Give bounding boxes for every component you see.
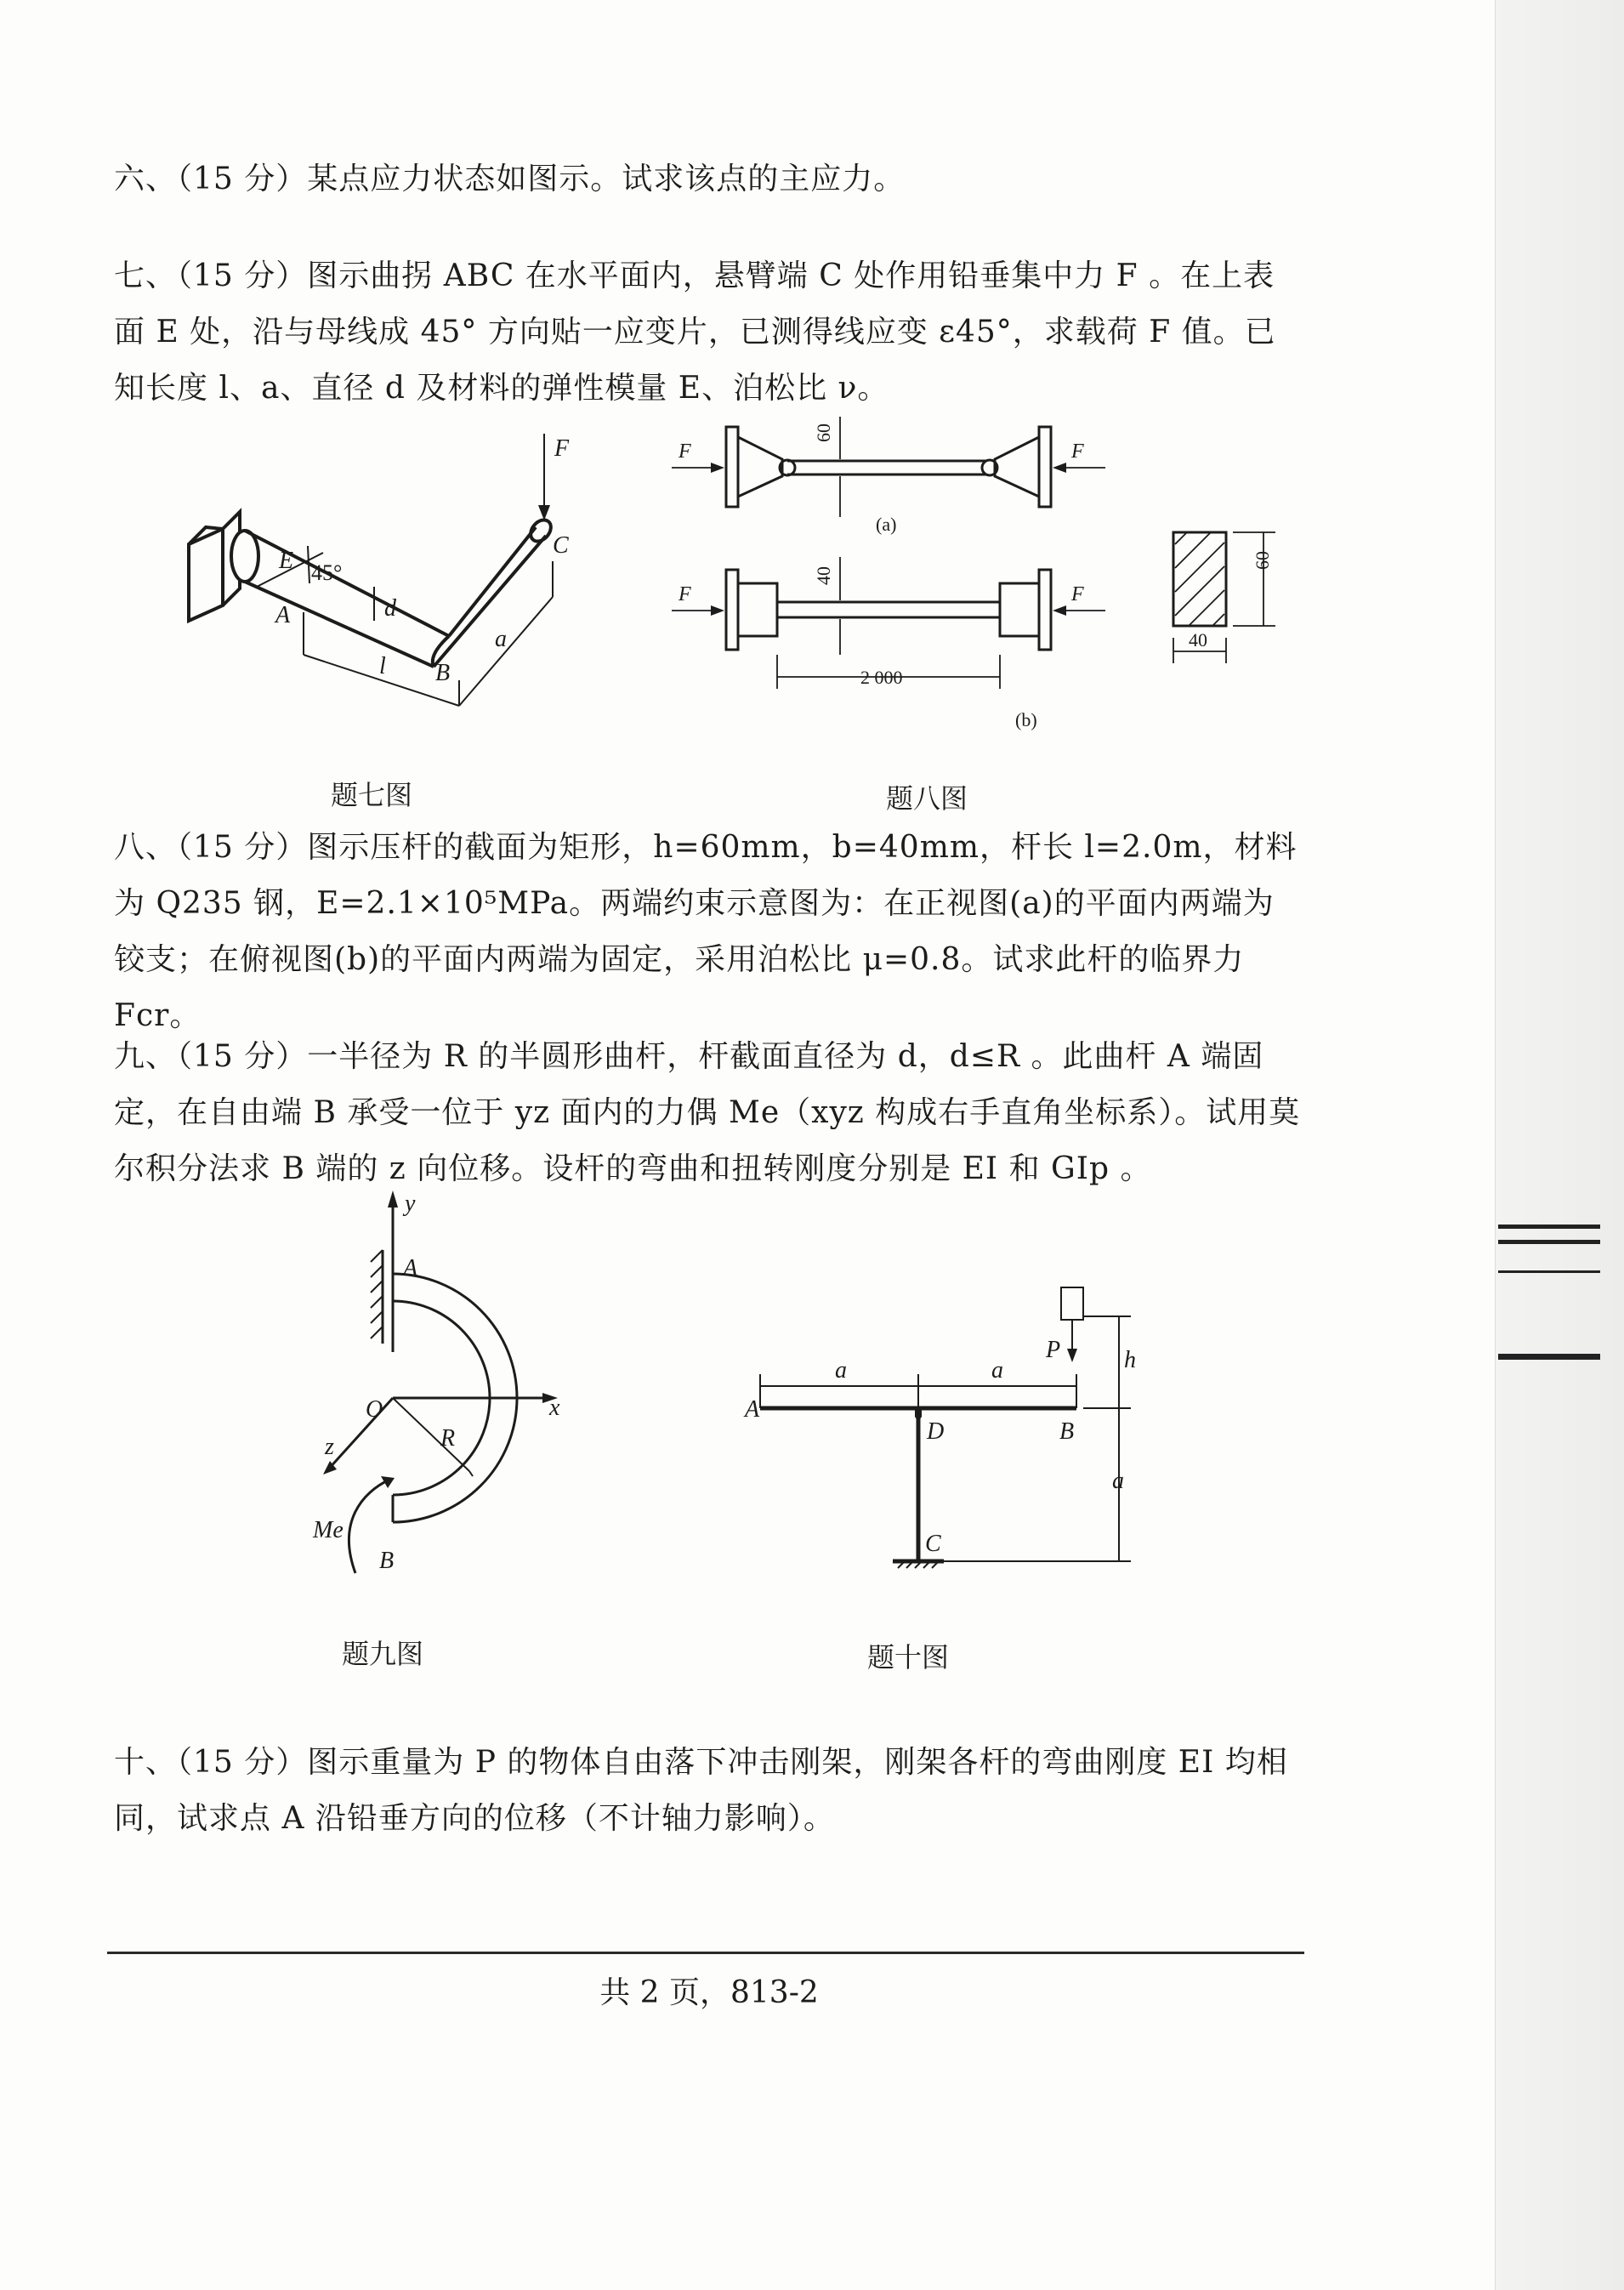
fig9-label-B: B — [379, 1548, 395, 1574]
question-10: 十、（15 分）图示重量为 P 的物体自由落下冲击刚架，刚架各杆的弯曲刚度 EI 均相同，试求点 A 沿铅垂方向的位移（不计轴力影响）。 — [114, 1745, 1288, 1836]
fig9-label-x: x — [549, 1395, 560, 1421]
caption-fig9: 题九图 — [341, 1638, 423, 1670]
caption-fig8: 题八图 — [885, 782, 968, 815]
fig8-sec-b: 40 — [1189, 629, 1207, 651]
fig8-length: 2 000 — [860, 667, 903, 688]
page-footer: 共 2 页，813-2 — [599, 1975, 819, 2010]
question-8: 八、（15 分）图示压杆的截面为矩形，h=60mm，b=40mm，杆长 l=2.0m，材料为 Q235 钢，E=2.1×10⁵MPa。两端约束示意图为：在正视图(a)的平面内两端为铰支；在俯视图(b)的平面内两端为固定，采用泊松比 μ=0.8。试求此杆的临界力 Fcr。 — [114, 830, 1297, 1033]
fig9-label-R: R — [440, 1425, 456, 1452]
question-9: 九、（15 分）一半径为 R 的半圆形曲杆，杆截面直径为 d，d≤R 。此曲杆 A 端固定，在自由端 B 承受一位于 yz 面内的力偶 Me（xyz 构成右手直角坐标系）。试用莫尔积分法求 B 端的 z 向位移。设杆的弯曲和扭转刚度分别是 EI 和 GIp 。 — [114, 1039, 1301, 1186]
fig7-label-A: A — [275, 602, 291, 628]
fig9-label-z: z — [325, 1434, 334, 1460]
fig8-dimension-labels — [678, 423, 1273, 730]
fig10-label-a2: a — [991, 1357, 1003, 1384]
scan-edge-mark — [1498, 1270, 1600, 1273]
footer-rule — [107, 1952, 1304, 1954]
fig10-label-a1: a — [835, 1357, 847, 1384]
fig7-label-E: E — [279, 548, 294, 574]
caption-fig10: 题十图 — [866, 1641, 949, 1673]
caption-fig7: 题七图 — [330, 779, 412, 811]
figure-10-frame-impact — [740, 1281, 1148, 1587]
scan-edge-mark — [1498, 1240, 1600, 1244]
fig8-dim-60: 60 — [813, 423, 834, 442]
fig7-label-angle: 45° — [311, 560, 343, 585]
figure-9-semicircle-bar — [303, 1190, 575, 1590]
fig7-label-a: a — [495, 626, 507, 652]
fig8-label-F-left: F — [679, 440, 691, 463]
fig8-dim-40: 40 — [813, 566, 834, 585]
fig7-label-C: C — [553, 532, 569, 559]
fig9-label-A: A — [403, 1255, 418, 1281]
fig8-sec-h: 60 — [1252, 551, 1273, 570]
fig10-label-A: A — [745, 1396, 760, 1423]
scan-edge-mark — [1498, 1354, 1600, 1360]
fig7-label-d: d — [384, 595, 396, 622]
fig8-view-b: (b) — [1015, 709, 1037, 730]
fig8-view-a: (a) — [876, 514, 897, 535]
fig7-label-l: l — [379, 653, 386, 679]
fig9-label-Me: Me — [313, 1517, 344, 1543]
fig8-label-F-left-b: F — [679, 583, 691, 605]
scan-edge-mark — [1498, 1225, 1600, 1229]
figure-7-crank — [179, 434, 604, 740]
question-7: 七、（15 分）图示曲拐 ABC 在水平面内，悬臂端 C 处作用铅垂集中力 F 。在上表面 E 处，沿与母线成 45° 方向贴一应变片，已测得线应变 ε45°，求载荷 F 值。已知长度 l、a、直径 d 及材料的弹性模量 E、泊松比 ν。 — [114, 259, 1276, 406]
fig10-label-D: D — [927, 1418, 945, 1445]
fig10-label-B: B — [1059, 1418, 1075, 1445]
fig7-label-F: F — [554, 435, 570, 462]
fig10-label-P: P — [1046, 1337, 1061, 1363]
scan-edge-shading — [1495, 0, 1624, 2290]
fig7-label-B: B — [435, 660, 451, 686]
question-6: 六、（15 分）某点应力状态如图示。试求该点的主应力。 — [114, 162, 906, 196]
fig8-label-F-right-b: F — [1071, 583, 1084, 605]
fig10-label-a3: a — [1112, 1468, 1124, 1494]
fig10-label-h: h — [1124, 1347, 1136, 1373]
fig10-label-C: C — [925, 1531, 941, 1557]
fig9-label-O: O — [366, 1396, 383, 1423]
fig8-label-F-right: F — [1071, 440, 1084, 463]
fig9-label-y: y — [405, 1190, 416, 1217]
figure-8-column — [672, 417, 1318, 740]
